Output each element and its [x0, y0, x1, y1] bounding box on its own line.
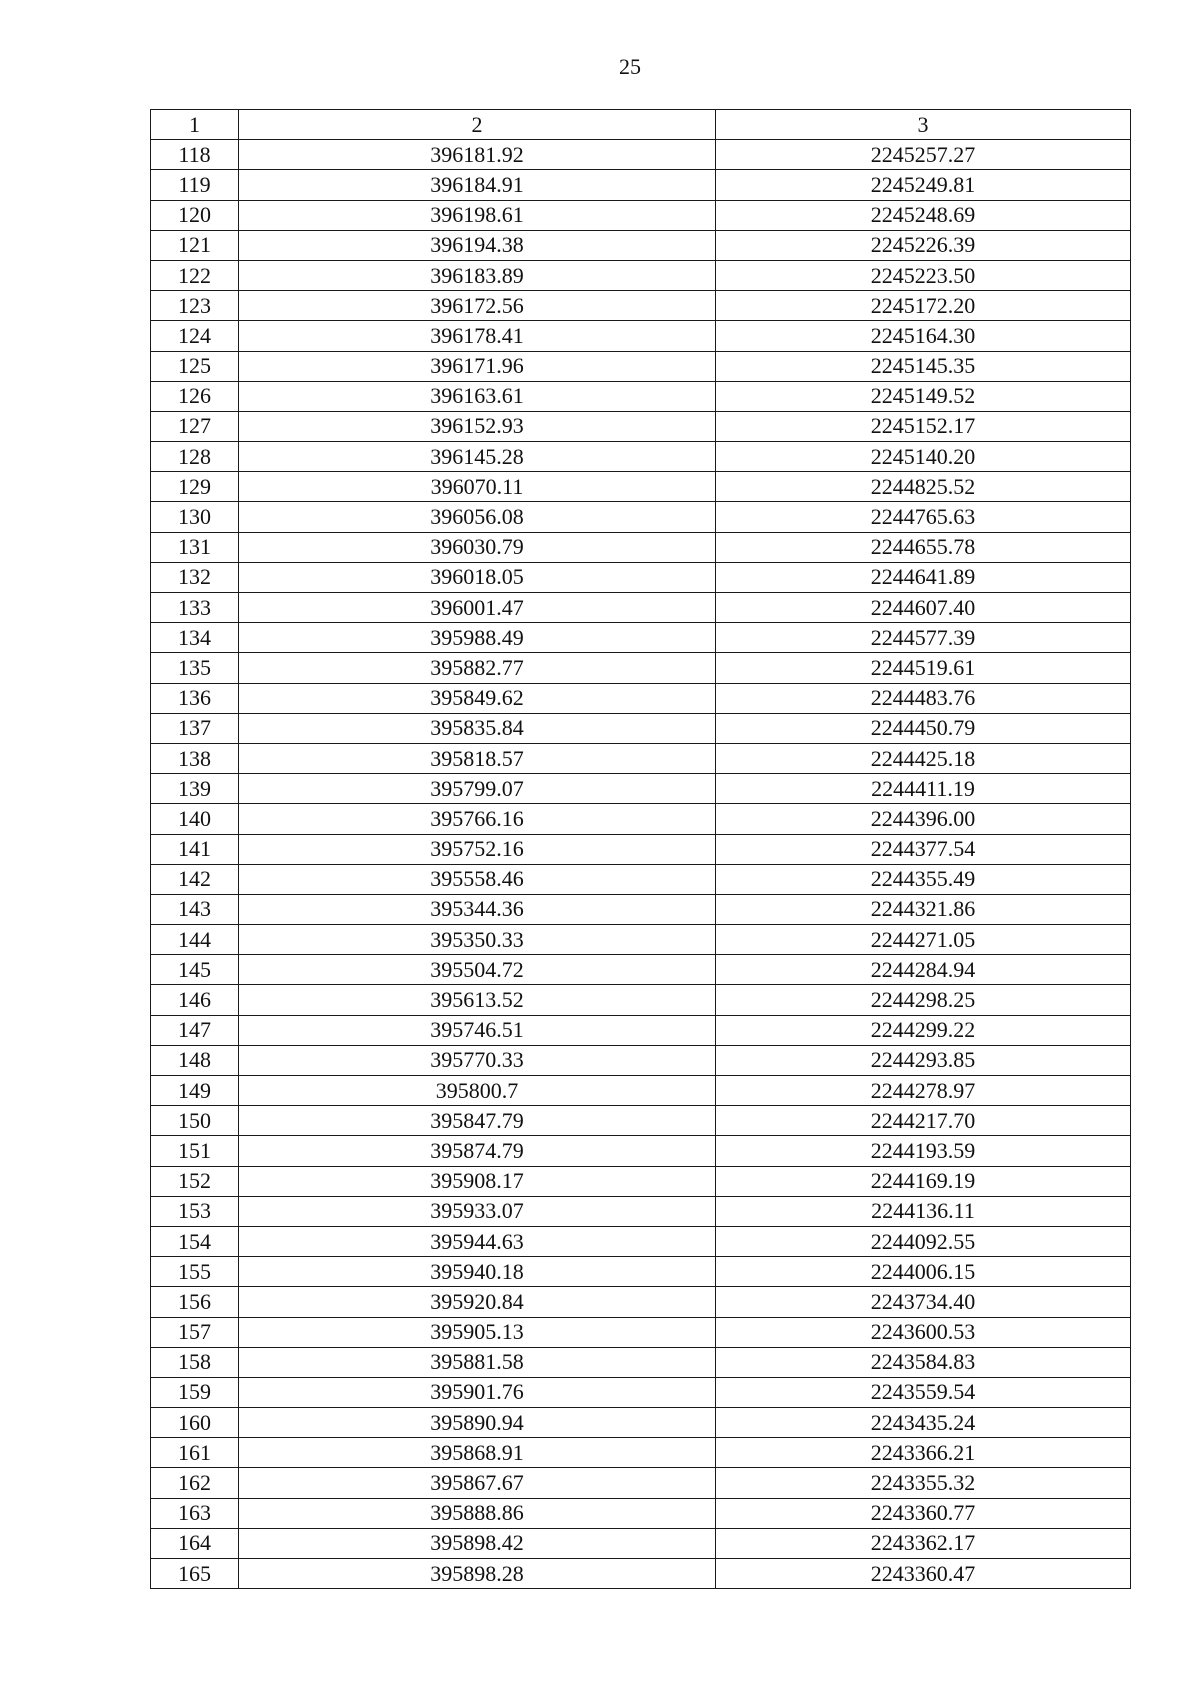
table-row: [151, 532, 1131, 562]
x-coordinate-cell: 395890.94: [239, 1408, 716, 1438]
point-number-cell: 163: [151, 1498, 239, 1528]
point-number-cell: 128: [151, 442, 239, 472]
x-coordinate-cell: 395752.16: [239, 834, 716, 864]
x-coordinate-cell: 395867.67: [239, 1468, 716, 1498]
y-coordinate-cell: 2244355.49: [716, 864, 1131, 894]
point-number-cell: 152: [151, 1166, 239, 1196]
x-coordinate-cell: 395613.52: [239, 985, 716, 1015]
table-row: [151, 1196, 1131, 1226]
y-coordinate-cell: 2243360.47: [716, 1559, 1131, 1589]
point-number-cell: 122: [151, 260, 239, 290]
x-coordinate-cell: 396198.61: [239, 200, 716, 230]
table-row: [151, 1076, 1131, 1106]
point-number-cell: 162: [151, 1468, 239, 1498]
table-row: [151, 864, 1131, 894]
table-row: [151, 1468, 1131, 1498]
y-coordinate-cell: 2244655.78: [716, 532, 1131, 562]
table-row: [151, 442, 1131, 472]
header-cell-2: 2: [239, 110, 716, 140]
x-coordinate-cell: 396183.89: [239, 260, 716, 290]
point-number-cell: 126: [151, 381, 239, 411]
table-row: [151, 562, 1131, 592]
table-row: [151, 170, 1131, 200]
point-number-cell: 144: [151, 925, 239, 955]
table-row: [151, 593, 1131, 623]
point-number-cell: 160: [151, 1408, 239, 1438]
point-number-cell: 149: [151, 1076, 239, 1106]
point-number-cell: 143: [151, 894, 239, 924]
point-number-cell: 127: [151, 411, 239, 441]
point-number-cell: 156: [151, 1287, 239, 1317]
point-number-cell: 131: [151, 532, 239, 562]
x-coordinate-cell: 396172.56: [239, 291, 716, 321]
table-row: [151, 1377, 1131, 1407]
x-coordinate-cell: 396184.91: [239, 170, 716, 200]
x-coordinate-cell: 395908.17: [239, 1166, 716, 1196]
y-coordinate-cell: 2244092.55: [716, 1226, 1131, 1256]
point-number-cell: 142: [151, 864, 239, 894]
header-cell-1: 1: [151, 110, 239, 140]
y-coordinate-cell: 2243366.21: [716, 1438, 1131, 1468]
table-row: [151, 1408, 1131, 1438]
y-coordinate-cell: 2244425.18: [716, 743, 1131, 773]
x-coordinate-cell: 395898.28: [239, 1559, 716, 1589]
table-row: [151, 1287, 1131, 1317]
y-coordinate-cell: 2244298.25: [716, 985, 1131, 1015]
x-coordinate-cell: 395944.63: [239, 1226, 716, 1256]
x-coordinate-cell: 396152.93: [239, 411, 716, 441]
point-number-cell: 120: [151, 200, 239, 230]
x-coordinate-cell: 395350.33: [239, 925, 716, 955]
point-number-cell: 136: [151, 683, 239, 713]
point-number-cell: 125: [151, 351, 239, 381]
table-row: [151, 985, 1131, 1015]
x-coordinate-cell: 395558.46: [239, 864, 716, 894]
point-number-cell: 139: [151, 774, 239, 804]
x-coordinate-cell: 395835.84: [239, 713, 716, 743]
y-coordinate-cell: 2243362.17: [716, 1528, 1131, 1558]
y-coordinate-cell: 2244271.05: [716, 925, 1131, 955]
x-coordinate-cell: 395770.33: [239, 1045, 716, 1075]
y-coordinate-cell: 2244293.85: [716, 1045, 1131, 1075]
table-row: [151, 623, 1131, 653]
y-coordinate-cell: 2245223.50: [716, 260, 1131, 290]
table-row: [151, 1045, 1131, 1075]
point-number-cell: 132: [151, 562, 239, 592]
y-coordinate-cell: 2245140.20: [716, 442, 1131, 472]
x-coordinate-cell: 396163.61: [239, 381, 716, 411]
x-coordinate-cell: 395504.72: [239, 955, 716, 985]
table-row: [151, 1347, 1131, 1377]
y-coordinate-cell: 2244169.19: [716, 1166, 1131, 1196]
table-row: [151, 955, 1131, 985]
point-number-cell: 146: [151, 985, 239, 1015]
x-coordinate-cell: 396145.28: [239, 442, 716, 472]
y-coordinate-cell: 2245226.39: [716, 230, 1131, 260]
y-coordinate-cell: 2244217.70: [716, 1106, 1131, 1136]
point-number-cell: 121: [151, 230, 239, 260]
y-coordinate-cell: 2244641.89: [716, 562, 1131, 592]
table-row: [151, 1559, 1131, 1589]
y-coordinate-cell: 2244519.61: [716, 653, 1131, 683]
table-row: [151, 683, 1131, 713]
y-coordinate-cell: 2245164.30: [716, 321, 1131, 351]
table-row: [151, 1226, 1131, 1256]
point-number-cell: 141: [151, 834, 239, 864]
x-coordinate-cell: 395988.49: [239, 623, 716, 653]
x-coordinate-cell: 395882.77: [239, 653, 716, 683]
y-coordinate-cell: 2245152.17: [716, 411, 1131, 441]
x-coordinate-cell: 395746.51: [239, 1015, 716, 1045]
point-number-cell: 161: [151, 1438, 239, 1468]
x-coordinate-cell: 395800.7: [239, 1076, 716, 1106]
y-coordinate-cell: 2244765.63: [716, 502, 1131, 532]
x-coordinate-cell: 395847.79: [239, 1106, 716, 1136]
y-coordinate-cell: 2245172.20: [716, 291, 1131, 321]
table-row: [151, 351, 1131, 381]
y-coordinate-cell: 2244411.19: [716, 774, 1131, 804]
table-row: [151, 894, 1131, 924]
point-number-cell: 159: [151, 1377, 239, 1407]
table-row: [151, 743, 1131, 773]
point-number-cell: 150: [151, 1106, 239, 1136]
x-coordinate-cell: 395849.62: [239, 683, 716, 713]
point-number-cell: 130: [151, 502, 239, 532]
x-coordinate-cell: 395888.86: [239, 1498, 716, 1528]
coordinates-table: [150, 109, 1131, 1589]
point-number-cell: 140: [151, 804, 239, 834]
table-row: [151, 1257, 1131, 1287]
point-number-cell: 134: [151, 623, 239, 653]
y-coordinate-cell: 2244483.76: [716, 683, 1131, 713]
y-coordinate-cell: 2243360.77: [716, 1498, 1131, 1528]
table-row: [151, 925, 1131, 955]
table-row: [151, 260, 1131, 290]
point-number-cell: 123: [151, 291, 239, 321]
point-number-cell: 118: [151, 140, 239, 170]
point-number-cell: 157: [151, 1317, 239, 1347]
y-coordinate-cell: 2244396.00: [716, 804, 1131, 834]
table-row: [151, 1498, 1131, 1528]
table-row: [151, 230, 1131, 260]
point-number-cell: 133: [151, 593, 239, 623]
y-coordinate-cell: 2244825.52: [716, 472, 1131, 502]
point-number-cell: 145: [151, 955, 239, 985]
y-coordinate-cell: 2244006.15: [716, 1257, 1131, 1287]
point-number-cell: 147: [151, 1015, 239, 1045]
y-coordinate-cell: 2244321.86: [716, 894, 1131, 924]
x-coordinate-cell: 396030.79: [239, 532, 716, 562]
x-coordinate-cell: 396194.38: [239, 230, 716, 260]
table-row: [151, 774, 1131, 804]
x-coordinate-cell: 395881.58: [239, 1347, 716, 1377]
table-row: [151, 653, 1131, 683]
point-number-cell: 135: [151, 653, 239, 683]
y-coordinate-cell: 2244299.22: [716, 1015, 1131, 1045]
point-number-cell: 154: [151, 1226, 239, 1256]
y-coordinate-cell: 2245257.27: [716, 140, 1131, 170]
x-coordinate-cell: 396181.92: [239, 140, 716, 170]
y-coordinate-cell: 2244377.54: [716, 834, 1131, 864]
x-coordinate-cell: 396171.96: [239, 351, 716, 381]
y-coordinate-cell: 2244450.79: [716, 713, 1131, 743]
point-number-cell: 124: [151, 321, 239, 351]
point-number-cell: 129: [151, 472, 239, 502]
table-row: [151, 200, 1131, 230]
point-number-cell: 153: [151, 1196, 239, 1226]
point-number-cell: 155: [151, 1257, 239, 1287]
y-coordinate-cell: 2245145.35: [716, 351, 1131, 381]
table-row: [151, 291, 1131, 321]
table-row: [151, 411, 1131, 441]
x-coordinate-cell: 395818.57: [239, 743, 716, 773]
x-coordinate-cell: 396001.47: [239, 593, 716, 623]
y-coordinate-cell: 2245149.52: [716, 381, 1131, 411]
point-number-cell: 138: [151, 743, 239, 773]
x-coordinate-cell: 395799.07: [239, 774, 716, 804]
x-coordinate-cell: 395766.16: [239, 804, 716, 834]
x-coordinate-cell: 395874.79: [239, 1136, 716, 1166]
x-coordinate-cell: 396070.11: [239, 472, 716, 502]
table-row: [151, 1317, 1131, 1347]
y-coordinate-cell: 2243734.40: [716, 1287, 1131, 1317]
y-coordinate-cell: 2244607.40: [716, 593, 1131, 623]
y-coordinate-cell: 2244284.94: [716, 955, 1131, 985]
table-row: [151, 1438, 1131, 1468]
table-row: [151, 1106, 1131, 1136]
table-row: [151, 1166, 1131, 1196]
y-coordinate-cell: 2243435.24: [716, 1408, 1131, 1438]
header-cell-3: 3: [716, 110, 1131, 140]
point-number-cell: 137: [151, 713, 239, 743]
point-number-cell: 165: [151, 1559, 239, 1589]
page-number: 25: [619, 54, 641, 79]
x-coordinate-cell: 395868.91: [239, 1438, 716, 1468]
table-row: [151, 140, 1131, 170]
table-row: [151, 804, 1131, 834]
table-row: [151, 502, 1131, 532]
x-coordinate-cell: 395901.76: [239, 1377, 716, 1407]
table-row: [151, 713, 1131, 743]
x-coordinate-cell: 396178.41: [239, 321, 716, 351]
y-coordinate-cell: 2243355.32: [716, 1468, 1131, 1498]
table-row: [151, 321, 1131, 351]
x-coordinate-cell: 395905.13: [239, 1317, 716, 1347]
x-coordinate-cell: 396056.08: [239, 502, 716, 532]
table-row: [151, 472, 1131, 502]
table-row: [151, 1136, 1131, 1166]
point-number-cell: 148: [151, 1045, 239, 1075]
point-number-cell: 158: [151, 1347, 239, 1377]
y-coordinate-cell: 2244577.39: [716, 623, 1131, 653]
table-header-row: [151, 110, 1131, 140]
x-coordinate-cell: 396018.05: [239, 562, 716, 592]
x-coordinate-cell: 395344.36: [239, 894, 716, 924]
x-coordinate-cell: 395898.42: [239, 1528, 716, 1558]
y-coordinate-cell: 2245248.69: [716, 200, 1131, 230]
point-number-cell: 164: [151, 1528, 239, 1558]
point-number-cell: 119: [151, 170, 239, 200]
y-coordinate-cell: 2245249.81: [716, 170, 1131, 200]
table-row: [151, 834, 1131, 864]
y-coordinate-cell: 2244278.97: [716, 1076, 1131, 1106]
y-coordinate-cell: 2244136.11: [716, 1196, 1131, 1226]
table-row: [151, 1528, 1131, 1558]
point-number-cell: 151: [151, 1136, 239, 1166]
table-row: [151, 1015, 1131, 1045]
y-coordinate-cell: 2243559.54: [716, 1377, 1131, 1407]
y-coordinate-cell: 2243584.83: [716, 1347, 1131, 1377]
x-coordinate-cell: 395940.18: [239, 1257, 716, 1287]
x-coordinate-cell: 395933.07: [239, 1196, 716, 1226]
table-body: [151, 110, 1131, 1589]
table-row: [151, 381, 1131, 411]
x-coordinate-cell: 395920.84: [239, 1287, 716, 1317]
y-coordinate-cell: 2244193.59: [716, 1136, 1131, 1166]
y-coordinate-cell: 2243600.53: [716, 1317, 1131, 1347]
